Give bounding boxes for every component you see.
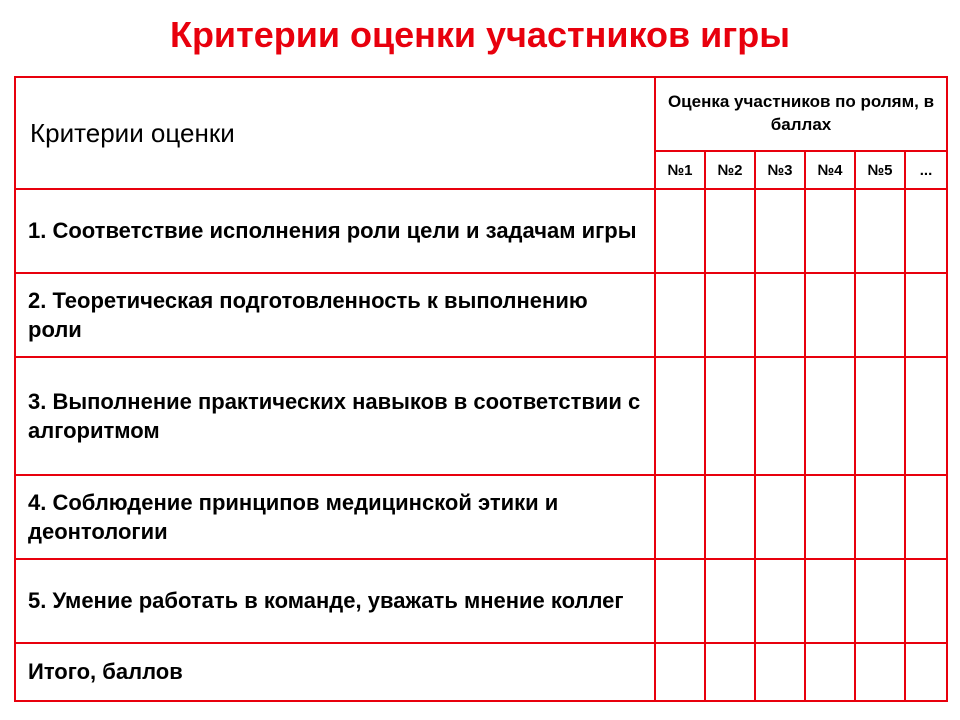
score-cell[interactable]	[655, 643, 705, 701]
score-cell[interactable]	[755, 189, 805, 273]
score-cell[interactable]	[655, 189, 705, 273]
score-cell[interactable]	[805, 357, 855, 475]
score-cell[interactable]	[805, 559, 855, 643]
table-row	[15, 273, 947, 357]
score-cell[interactable]	[655, 273, 705, 357]
score-cell[interactable]	[905, 189, 947, 273]
score-cell[interactable]	[655, 559, 705, 643]
score-column-header-1: №1	[655, 151, 705, 189]
table-row-total	[15, 643, 947, 701]
criterion-label-1: 1. Соответствие исполнения роли цели и задачам игры	[15, 189, 655, 273]
score-cell[interactable]	[705, 559, 755, 643]
score-cell[interactable]	[655, 357, 705, 475]
score-cell[interactable]	[655, 475, 705, 559]
table-row	[15, 559, 947, 643]
criterion-label-total: Итого, баллов	[15, 643, 655, 701]
score-cell[interactable]	[755, 559, 805, 643]
evaluation-table-wrapper	[14, 76, 946, 702]
criterion-label-2: 2. Теоретическая подготовленность к выполнению роли	[15, 273, 655, 357]
evaluation-table	[14, 76, 948, 702]
table-row	[15, 475, 947, 559]
score-cell[interactable]	[855, 189, 905, 273]
score-cell[interactable]	[755, 357, 805, 475]
criterion-label-5: 5. Умение работать в команде, уважать мнение коллег	[15, 559, 655, 643]
score-column-header-4: №4	[805, 151, 855, 189]
score-cell[interactable]	[755, 643, 805, 701]
score-column-header-more: ...	[905, 151, 947, 189]
score-cell[interactable]	[805, 475, 855, 559]
score-cell[interactable]	[805, 189, 855, 273]
score-cell[interactable]	[905, 357, 947, 475]
score-cell[interactable]	[905, 559, 947, 643]
table-row	[15, 357, 947, 475]
score-cell[interactable]	[905, 273, 947, 357]
score-cell[interactable]	[855, 559, 905, 643]
page-title: Критерии оценки участников игры	[169, 14, 791, 55]
score-cell[interactable]	[705, 189, 755, 273]
criterion-label-4: 4. Соблюдение принципов медицинской этики и деонтологии	[15, 475, 655, 559]
score-column-header-3: №3	[755, 151, 805, 189]
score-cell[interactable]	[855, 475, 905, 559]
score-cell[interactable]	[855, 273, 905, 357]
score-cell[interactable]	[905, 643, 947, 701]
score-cell[interactable]	[755, 475, 805, 559]
score-column-header-2: №2	[705, 151, 755, 189]
score-cell[interactable]	[905, 475, 947, 559]
score-cell[interactable]	[855, 357, 905, 475]
table-row	[15, 189, 947, 273]
criterion-label-3: 3. Выполнение практических навыков в соответствии с алгоритмом	[15, 357, 655, 475]
score-cell[interactable]	[705, 475, 755, 559]
score-column-header-5: №5	[855, 151, 905, 189]
score-cell[interactable]	[805, 273, 855, 357]
score-cell[interactable]	[705, 643, 755, 701]
score-cell[interactable]	[755, 273, 805, 357]
score-cell[interactable]	[855, 643, 905, 701]
score-cell[interactable]	[705, 357, 755, 475]
score-cell[interactable]	[805, 643, 855, 701]
table-header-row-top	[15, 77, 947, 151]
criteria-column-header: Критерии оценки	[15, 77, 655, 189]
scores-column-group-header: Оценка участников по ролям, в баллах	[655, 77, 947, 151]
score-cell[interactable]	[705, 273, 755, 357]
